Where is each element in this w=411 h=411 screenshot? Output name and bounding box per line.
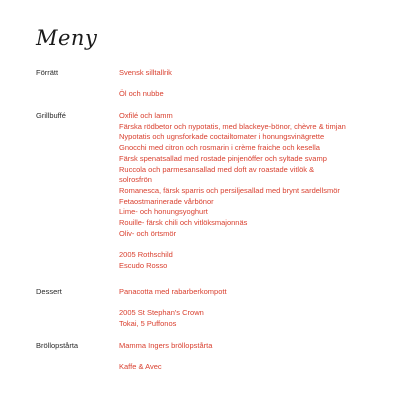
menu-item: Romanesca, färsk sparris och persiljesallad med brynt sardellsmör	[119, 185, 340, 195]
menu-item: Fetaostmarinerade vårbönor	[119, 196, 214, 206]
menu-item: Nypotatis och ugnsforkade coctailtomater i honungsvinägrette	[119, 132, 325, 142]
menu-item: Färsk spenatsallad med rostade pinjenöffer och syltade svamp	[119, 153, 327, 163]
menu-item: 2005 Rothschild	[119, 250, 173, 260]
section-items	[119, 111, 391, 272]
menu-item: Lime- och honungsyoghurt	[119, 207, 208, 217]
section-label: Förrätt	[36, 68, 59, 77]
menu-item: Svensk silltallrik	[119, 68, 172, 77]
section-items	[119, 287, 391, 330]
menu-title: Meny	[36, 26, 98, 50]
menu-item: Mamma Ingers bröllopstårta	[119, 341, 213, 350]
menu-item: Oliv- och örtsmör	[119, 228, 177, 238]
menu-item: Escudo Rosso	[119, 260, 168, 270]
menu-item: Tokai, 5 Puffonos	[119, 319, 177, 329]
menu-item: Panacotta med rabarberkompott	[119, 287, 227, 296]
menu-item: Färska rödbetor och nypotatis, med blackeye-bönor, chèvre & timjan	[119, 121, 346, 131]
section-label: Dessert	[36, 287, 62, 296]
menu-item: Oxfilé och lamm	[119, 111, 173, 120]
section-label: Grillbuffé	[36, 111, 66, 120]
menu-item: solrosfrön	[119, 175, 152, 185]
menu-item: Rouille- färsk chili och vitlöksmajonnäs	[119, 218, 248, 228]
menu-item: Kaffe & Avec	[119, 362, 162, 372]
menu-item: Ruccola och parmesansallad med doft av roastade vitlök &	[119, 164, 315, 174]
section-label: Bröllopstårta	[36, 341, 79, 350]
menu-item: Öl och nubbe	[119, 89, 164, 99]
menu-item: Gnocchi med citron och rosmarin i crème fraiche och kesella	[119, 143, 320, 153]
section-items	[119, 68, 391, 100]
section-items	[119, 341, 391, 373]
menu-item: 2005 St Stephan's Crown	[119, 308, 204, 318]
